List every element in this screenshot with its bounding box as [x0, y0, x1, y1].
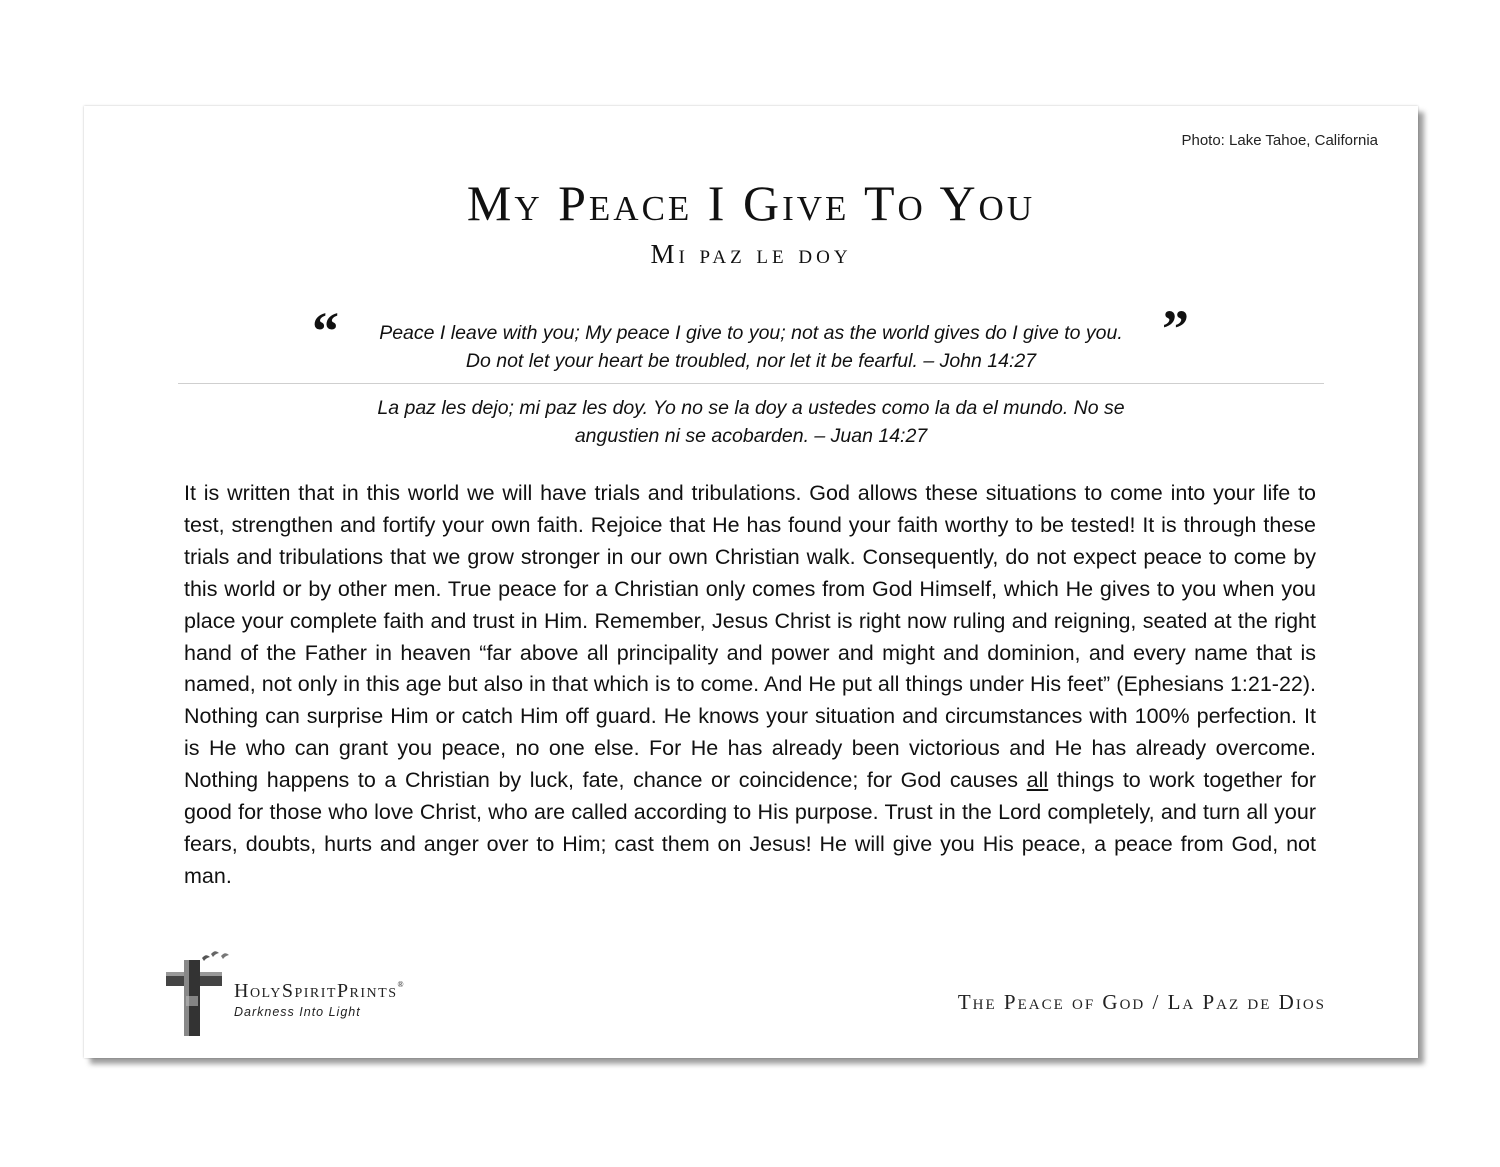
verse-english-line-2: Do not let your heart be troubled, nor let it be fearful. – John 14:27 [465, 350, 1037, 372]
brand-logo [164, 946, 464, 1036]
verse-spanish-line-2: angustien ni se acobarden. – Juan 14:27 [574, 425, 928, 447]
devotional-card [84, 106, 1418, 1058]
page-title: My Peace I Give To You [466, 175, 1036, 231]
verse-english [324, 319, 1178, 375]
cross-doves-icon [164, 946, 234, 1036]
body-text-part-1: It is written that in this world we will have trials and tribulations. God allows these situations to come into your life to test, strengthen and fortify your own faith. Rejoice that He has found your faith worthy to be tested! It is through these trials and tribulations that we grow stronger in our own Christian walk. Consequently, do not expect peace to come by this world or by other men. True peace for a Christian only comes from God Himself, which He gives to you when you place your complete faith and trust in Him. Remember, Jesus Christ is right now ruling and reigning, seated at the right hand of the Father in heaven “far above all principality and power and might and dominion, and every name that is named, not only in this age but also in that which is to come. And He put all things under His feet” (Ephesians 1:21-22). Nothing can surprise Him or catch Him off guard. He knows your situation and circumstances with 100% perfection. It is He who can grant you peace, no one else. For He has already been victorious and He has already overcome. Nothing happens to a Christian by luck, fate, chance or coincidence; for God causes [184, 481, 1316, 793]
open-quote-icon: “ [312, 301, 339, 361]
body-text-underlined: all [1026, 768, 1049, 793]
brand-name: HolySpiritPrints® [234, 980, 406, 1002]
body-text-part-2: things to work together for good for those who love Christ, who are called according to His purpose. Trust in the Lord completely, and turn all your fears, doubts, hurts and anger over to Him; cast them on Jesus! He will give you His peace, a peace from God, not man. [184, 768, 1317, 888]
brand-tagline: Darkness Into Light [234, 1005, 361, 1019]
footer-title: The Peace of God / La Paz de Dios [957, 990, 1326, 1014]
close-quote-icon: ” [1162, 299, 1189, 359]
devotional-body [184, 478, 1316, 893]
photo-credit: Photo: Lake Tahoe, California [1181, 132, 1378, 149]
verse-spanish [324, 394, 1178, 450]
verse-spanish-line-1: La paz les dejo; mi paz les doy. Yo no se la doy a ustedes como la da el mundo. No se [377, 397, 1125, 419]
verse-english-line-1: Peace I leave with you; My peace I give to you; not as the world gives do I give to you. [379, 322, 1123, 344]
verse-divider [178, 383, 1324, 384]
page-subtitle: Mi paz le doy [650, 239, 852, 269]
